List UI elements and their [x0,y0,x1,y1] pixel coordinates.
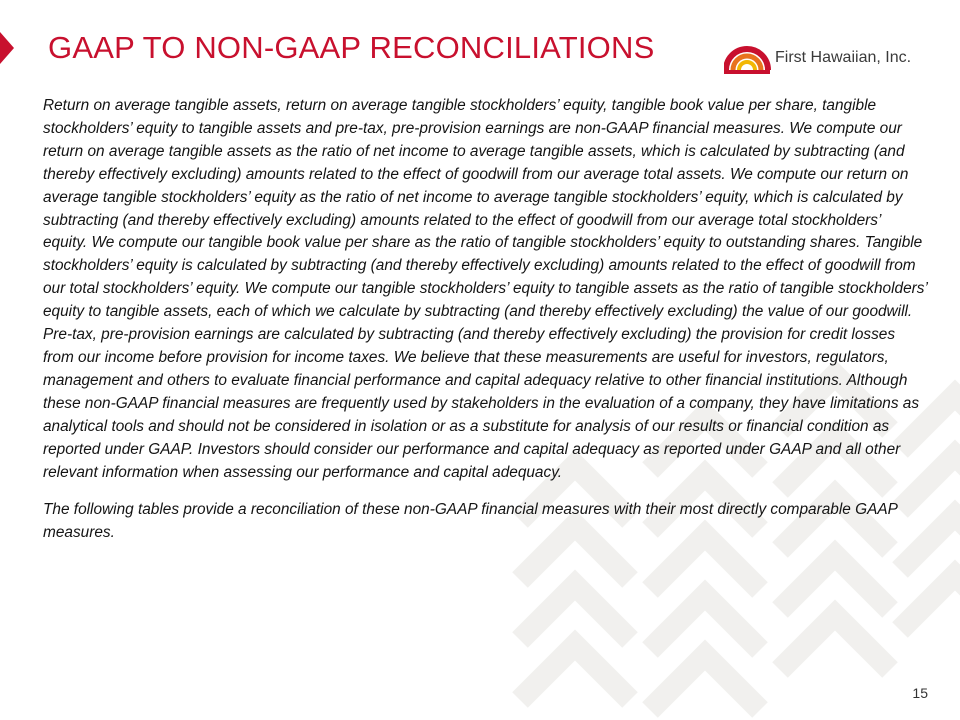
title-accent-marker [0,32,14,64]
body-paragraph: Return on average tangible assets, return on average tangible stockholders’ equity, tangible book value per share, tangible stockholders’ equity to tangible assets and pre-tax, pre-provision earnings are non-GAAP financial measures. We compute our return on average tangible assets as the ratio of net income to average tangible assets, which is calculated by subtracting (and thereby effectively excluding) amounts related to the effect of goodwill from our average total assets. We compute our return on average tangible stockholders’ equity as the ratio of net income to average tangible stockholders’ equity, which is calculated by subtracting (and thereby effectively excluding) amounts related to the effect of goodwill from our average total stockholders’ equity. We compute our tangible book value per share as the ratio of tangible stockholders’ equity to outstanding shares. Tangible stockholders’ equity is calculated by subtracting (and thereby effectively excluding) amounts related to the effect of goodwill from our total stockholders’ equity. We compute our tangible stockholders’ equity to tangible assets as the ratio of tangible stockholders’ equity to tangible assets, each of which we calculate by subtracting (and thereby effectively excluding) the value of our goodwill. Pre-tax, pre-provision earnings are calculated by subtracting (and thereby effectively excluding) the provision for credit losses from our income before provision for income taxes. We believe that these measurements are useful for investors, regulators, management and others to evaluate financial performance and capital adequacy relative to other financial institutions. Although these non-GAAP financial measures are frequently used by stakeholders in the evaluation of a company, they have limitations as analytical tools and should not be considered in isolation or as a substitute for analysis of our results or financial condition as reported under GAAP. Investors should consider our performance and capital adequacy as reported under GAAP and all other relevant information when assessing our performance and capital adequacy. [43,97,928,481]
body-text [43,95,928,545]
company-logo [724,40,934,76]
page-number: 15 [912,685,928,701]
logo-wordmark: First Hawaiian, Inc. [775,49,912,66]
body-paragraph: The following tables provide a reconciliation of these non-GAAP financial measures with their most directly comparable GAAP measures. [43,501,898,542]
rainbow-arc-logo-icon [724,40,772,76]
page-title: GAAP TO NON-GAAP RECONCILIATIONS [48,30,655,65]
